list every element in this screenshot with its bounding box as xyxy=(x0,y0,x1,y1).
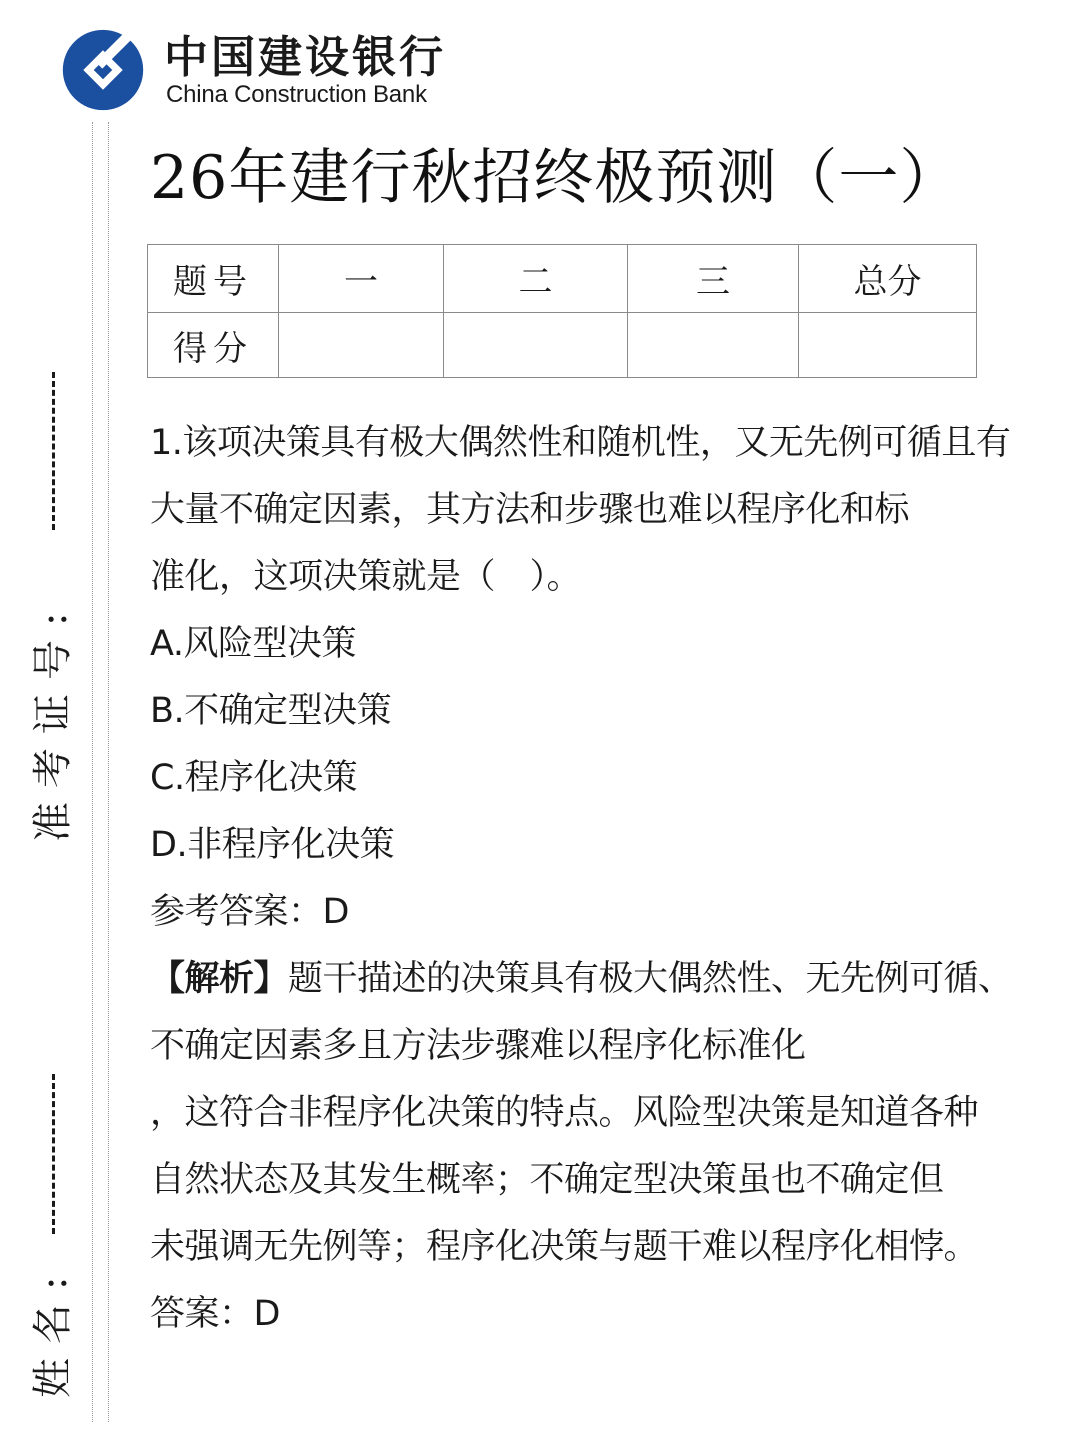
question-stem-line: 1.该项决策具有极大偶然性和随机性，又无先例可循且有 xyxy=(150,423,1011,463)
score-cell-header-3: 三 xyxy=(628,245,799,313)
analysis-text: 题干描述的决策具有极大偶然性、无先例可循、 xyxy=(288,959,1013,999)
score-cell-1 xyxy=(279,313,444,378)
analysis-line xyxy=(150,946,1075,1013)
score-cell-3 xyxy=(628,313,799,378)
analysis-line: 未强调无先例等；程序化决策与题干难以程序化相悖。 xyxy=(150,1227,979,1267)
question-stem-line: 大量不确定因素，其方法和步骤也难以程序化和标 xyxy=(150,490,910,530)
binding-dotted-line-left xyxy=(92,122,93,1422)
brand-name-cn: 中国建设银行 xyxy=(164,32,446,83)
exam-id-blank-line xyxy=(52,372,55,530)
ccb-logo-icon xyxy=(62,28,144,112)
analysis-line: 自然状态及其发生概率；不确定型决策虽也不确定但 xyxy=(150,1160,944,1200)
question-stem-line: 准化，这项决策就是（ ）。 xyxy=(150,557,582,597)
option-c: C.程序化决策 xyxy=(150,758,358,798)
final-answer: 答案：D xyxy=(150,1294,280,1334)
analysis-line: 不确定因素多且方法步骤难以程序化标准化 xyxy=(150,1026,806,1066)
reference-answer: 参考答案：D xyxy=(150,892,349,932)
score-cell-score-label: 得分 xyxy=(148,313,279,378)
option-b: B.不确定型决策 xyxy=(150,691,392,731)
name-label: 姓名: xyxy=(30,1262,76,1398)
score-table xyxy=(147,244,977,378)
question-block xyxy=(150,410,1075,1348)
brand-name-en: China Construction Bank xyxy=(166,81,427,108)
score-cell-header-2: 二 xyxy=(444,245,628,313)
exam-id-label: 准考证号: xyxy=(30,598,76,842)
score-cell-header-label: 题号 xyxy=(148,245,279,313)
score-cell-total xyxy=(799,313,977,378)
score-cell-header-total: 总分 xyxy=(799,245,977,313)
score-table-header-row xyxy=(148,245,977,313)
option-a: A.风险型决策 xyxy=(150,624,356,664)
name-blank-line xyxy=(52,1074,55,1234)
score-cell-header-1: 一 xyxy=(279,245,444,313)
analysis-tag: 【解析】 xyxy=(150,959,289,999)
option-d: D.非程序化决策 xyxy=(150,825,395,865)
page-title: 26年建行秋招终极预测（一） xyxy=(150,143,961,213)
analysis-line: ，这符合非程序化决策的特点。风险型决策是知道各种 xyxy=(150,1093,979,1133)
score-cell-2 xyxy=(444,313,628,378)
binding-dotted-line-right xyxy=(108,122,109,1422)
score-table-score-row xyxy=(148,313,977,378)
